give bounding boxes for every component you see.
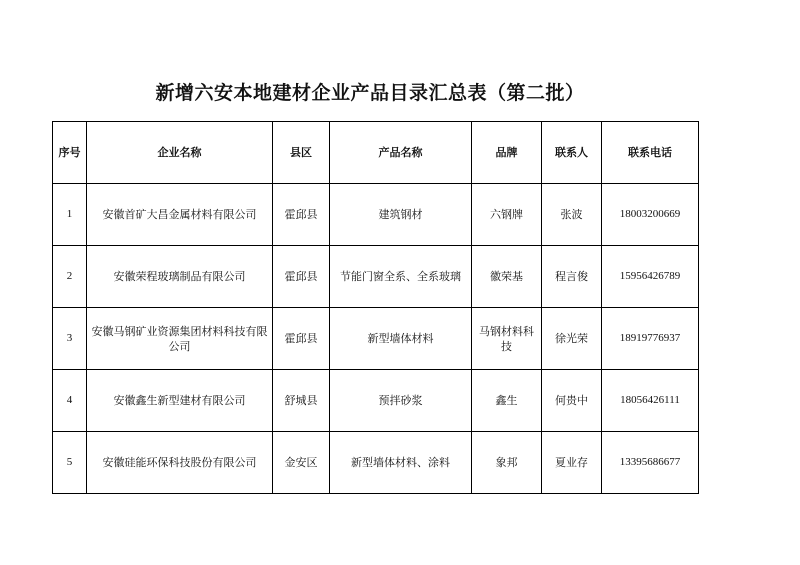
cell-contact: 张波 — [542, 184, 602, 246]
cell-county: 霍邱县 — [273, 184, 330, 246]
cell-phone: 15956426789 — [602, 246, 699, 308]
page-title: 新增六安本地建材企业产品目录汇总表（第二批） — [155, 82, 585, 104]
cell-phone: 13395686677 — [602, 432, 699, 494]
cell-brand: 徽荣基 — [472, 246, 542, 308]
header-row — [53, 122, 699, 184]
header-company: 企业名称 — [87, 122, 273, 184]
cell-company: 安徽鑫生新型建材有限公司 — [87, 370, 273, 432]
cell-product: 新型墙体材料、涂料 — [330, 432, 472, 494]
header-seq: 序号 — [53, 122, 87, 184]
cell-contact: 程言俊 — [542, 246, 602, 308]
cell-contact: 夏业存 — [542, 432, 602, 494]
cell-product: 预拌砂浆 — [330, 370, 472, 432]
cell-seq: 4 — [53, 370, 87, 432]
cell-company: 安徽荣程玻璃制品有限公司 — [87, 246, 273, 308]
cell-brand: 马钢材料科技 — [472, 308, 542, 370]
cell-phone: 18056426111 — [602, 370, 699, 432]
cell-county: 霍邱县 — [273, 308, 330, 370]
table-row — [53, 432, 699, 494]
header-brand: 品牌 — [472, 122, 542, 184]
cell-seq: 5 — [53, 432, 87, 494]
header-county: 县区 — [273, 122, 330, 184]
header-product: 产品名称 — [330, 122, 472, 184]
cell-phone: 18003200669 — [602, 184, 699, 246]
cell-company: 安徽硅能环保科技股份有限公司 — [87, 432, 273, 494]
cell-seq: 1 — [53, 184, 87, 246]
cell-county: 金安区 — [273, 432, 330, 494]
cell-product: 新型墙体材料 — [330, 308, 472, 370]
cell-company: 安徽首矿大昌金属材料有限公司 — [87, 184, 273, 246]
cell-phone: 18919776937 — [602, 308, 699, 370]
table-row — [53, 184, 699, 246]
cell-seq: 3 — [53, 308, 87, 370]
cell-seq: 2 — [53, 246, 87, 308]
cell-company: 安徽马钢矿业资源集团材料科技有限公司 — [87, 308, 273, 370]
cell-brand: 六钢牌 — [472, 184, 542, 246]
cell-brand: 象邦 — [472, 432, 542, 494]
table-row — [53, 370, 699, 432]
cell-county: 舒城县 — [273, 370, 330, 432]
cell-brand: 鑫生 — [472, 370, 542, 432]
product-catalog-table — [52, 121, 699, 494]
cell-product: 节能门窗全系、全系玻璃 — [330, 246, 472, 308]
cell-contact: 徐光荣 — [542, 308, 602, 370]
header-contact: 联系人 — [542, 122, 602, 184]
table-row — [53, 308, 699, 370]
cell-product: 建筑钢材 — [330, 184, 472, 246]
table-row — [53, 246, 699, 308]
cell-county: 霍邱县 — [273, 246, 330, 308]
cell-contact: 何贵中 — [542, 370, 602, 432]
header-phone: 联系电话 — [602, 122, 699, 184]
